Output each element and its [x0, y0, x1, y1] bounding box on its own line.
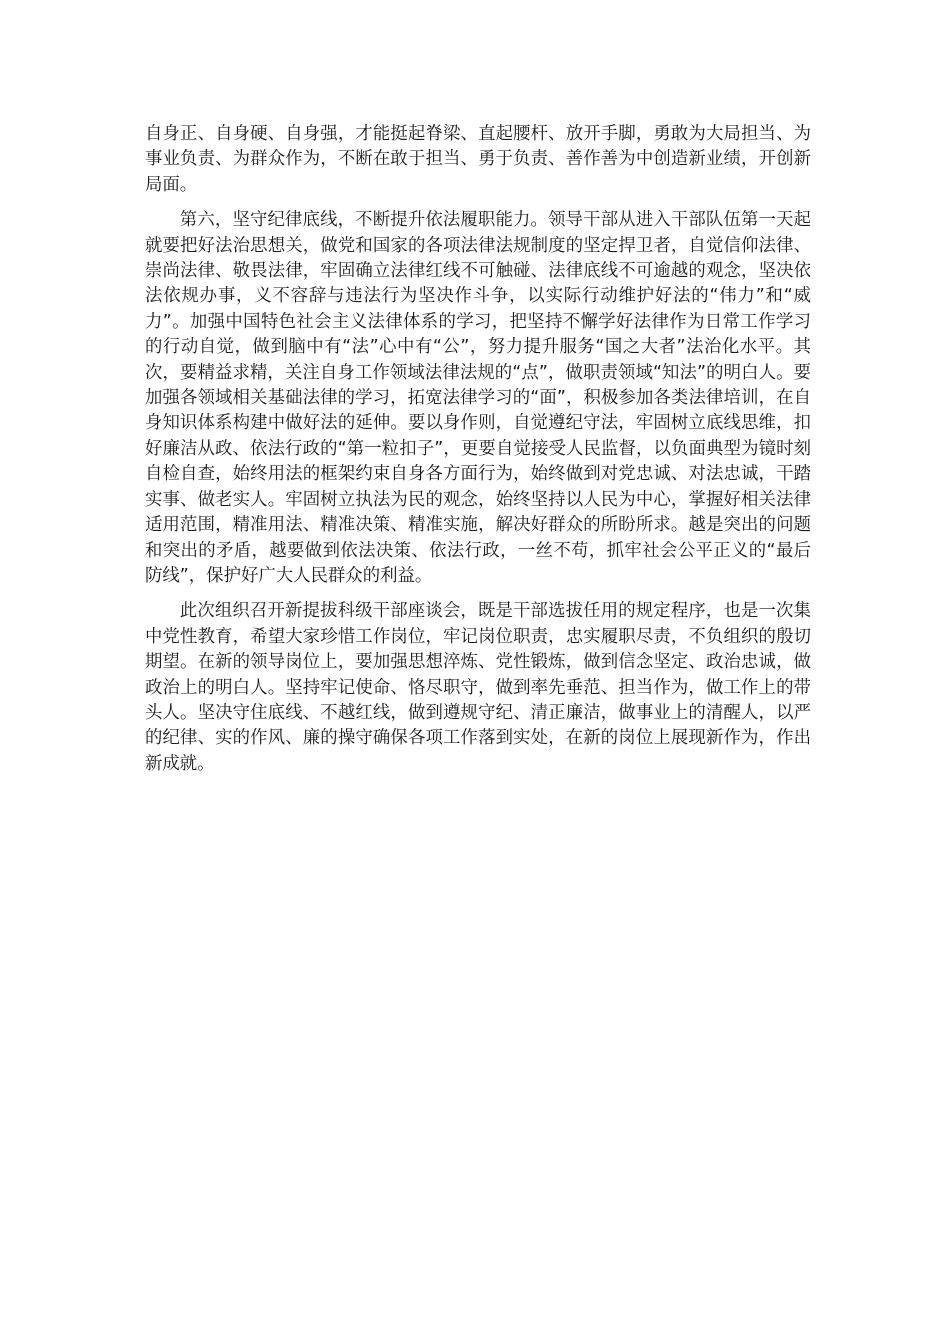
paragraph-continuation: 自身正、自身硬、自身强，才能挺起脊梁、直起腰杆、放开手脚，勇敢为大局担当、为事业负责、为群众作为，不断在敢于担当、勇于负责、善作善为中创造新业绩，开创新局面。 — [145, 124, 811, 195]
paragraph-discipline: 第六，坚守纪律底线，不断提升依法履职能力。领导干部从进入干部队伍第一天起就要把好法治思想关，做党和国家的各项法律法规制度的坚定捍卫者，自觉信仰法律、崇尚法律、敬畏法律，牢固确立法律红线不可触碰、法律底线不可逾越的观念，坚决依法依规办事，义不容辞与违法行为坚决作斗争，以实际行动维护好法的“伟力”和“威力”。加强中国特色社会主义法律体系的学习，把坚持不懈学好法律作为日常工作学习的行动自觉，做到脑中有“法”心中有“公”，努力提升服务“国之大者”法治化水平。其次，要精益求精，关注自身工作领域法律法规的“点”，做职责领域“知法”的明白人。要加强各领域相关基础法律的学习，拓宽法律学习的“面”，积极参加各类法律培训，在自身知识体系构建中做好法的延伸。要以身作则，自觉遵纪守法，牢固树立底线思维，扣好廉洁从政、依法行政的“第一粒扣子”，更要自觉接受人民监督，以负面典型为镜时刻自检自查，始终用法的框架约束自身各方面行为，始终做到对党忠诚、对法忠诚，干踏实事、做老实人。牢固树立执法为民的观念，始终坚持以人民为中心，掌握好相关法律适用范围，精准用法、精准决策、精准实施，解决好群众的所盼所求。越是突出的问题和突出的矛盾，越要做到依法决策、依法行政，一丝不苟，抓牢社会公平正义的“最后防线”，保护好广大人民群众的利益。 — [145, 210, 811, 586]
document-body — [145, 122, 811, 787]
paragraph-conclusion: 此次组织召开新提拔科级干部座谈会，既是干部选拔任用的规定程序，也是一次集中党性教育，希望大家珍惜工作岗位，牢记岗位职责，忠实履职尽责，不负组织的殷切期望。在新的领导岗位上，要加强思想淬炼、党性锻炼，做到信念坚定、政治忠诚，做政治上的明白人。坚持牢记使命、恪尽职守，做到率先垂范、担当作为，做工作上的带头人。坚决守住底线、不越红线，做到遵规守纪、清正廉洁，做事业上的清醒人，以严的纪律、实的作风、廉的操守确保各项工作落到实处，在新的岗位上展现新作为，作出新成就。 — [145, 601, 811, 774]
